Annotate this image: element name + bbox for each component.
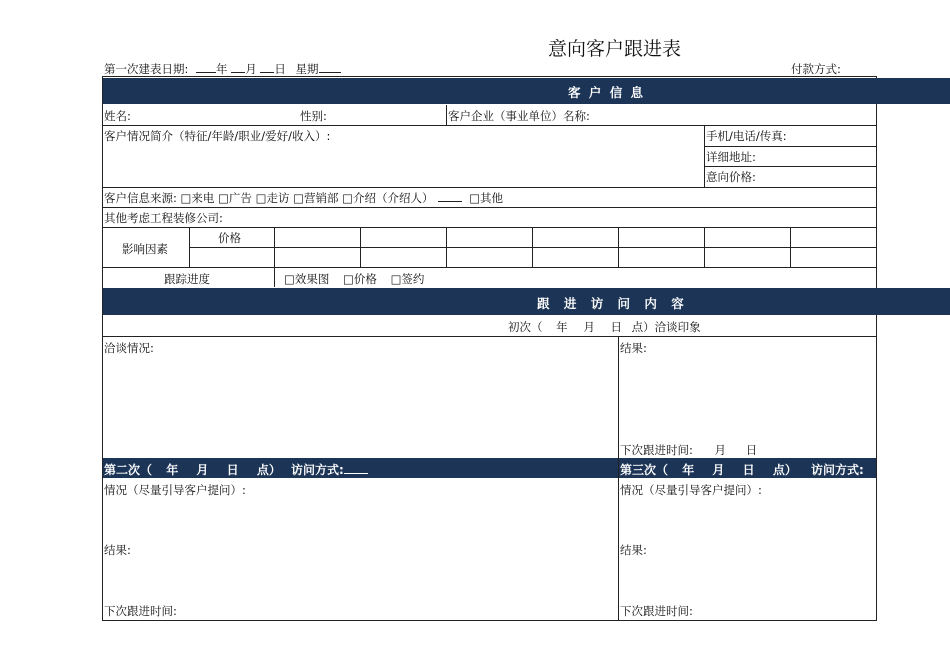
customer-info-title: 客 户 信 息 — [568, 85, 646, 100]
day-blank[interactable] — [260, 61, 274, 73]
progress-label: 跟踪进度 — [164, 272, 210, 286]
first-date-row — [104, 61, 341, 77]
source-ad-option[interactable]: □广告 — [218, 191, 252, 205]
month-label: 月 — [245, 62, 257, 76]
weekday-label: 星期 — [295, 62, 319, 76]
source-sales-option[interactable]: □营销部 — [293, 191, 339, 205]
first-visit-year: 年 — [556, 320, 568, 334]
second-result-label: 结果: — [104, 543, 131, 557]
third-situation-label: 情况（尽量引导客户提问）: — [620, 483, 762, 497]
name-label: 姓名: — [104, 109, 131, 123]
other-company-label: 其他考虑工程装修公司: — [104, 211, 223, 225]
year-blank[interactable] — [196, 61, 216, 73]
talk-label: 洽谈情况: — [104, 341, 154, 355]
first-next-day: 日 — [745, 443, 758, 457]
phone-label: 手机/电话/传真: — [706, 129, 787, 143]
progress-options — [284, 271, 424, 287]
gender-label: 性别: — [300, 109, 327, 123]
year-label: 年 — [216, 62, 228, 76]
first-visit-day: 日 — [610, 320, 622, 334]
follow-up-header — [103, 288, 950, 315]
source-other-option[interactable]: □其他 — [469, 191, 504, 205]
third-result-label: 结果: — [620, 543, 647, 557]
second-method-blank[interactable] — [344, 463, 368, 474]
source-visit-option[interactable]: □走访 — [255, 191, 290, 205]
profile-label: 客户情况简介（特征/年龄/职业/爱好/收入）: — [104, 129, 331, 143]
source-referral-option[interactable]: □介绍（介绍人） — [342, 191, 434, 205]
progress-render-option[interactable]: □效果图 — [284, 272, 330, 286]
first-next-month: 月 — [714, 443, 727, 457]
third-visit-header — [619, 458, 876, 478]
source-row — [104, 190, 503, 206]
third-visit-title: 第三次（ 年 月 日 点） 访问方式: — [620, 463, 864, 477]
month-blank[interactable] — [231, 61, 245, 73]
progress-price-option[interactable]: □价格 — [343, 272, 377, 286]
date-label: 第一次建表日期: — [104, 62, 189, 76]
follow-up-title: 跟 进 访 问 内 容 — [537, 296, 689, 311]
first-visit-month: 月 — [583, 320, 595, 334]
influence-price-label: 价格 — [218, 231, 241, 245]
first-result-label: 结果: — [620, 341, 647, 355]
third-next-label: 下次跟进时间: — [620, 604, 693, 618]
page-title: 意向客户跟进表 — [548, 38, 682, 60]
first-visit-line — [508, 319, 701, 335]
payment-label: 付款方式: — [791, 62, 841, 76]
first-next-label: 下次跟进时间: — [620, 443, 693, 457]
source-label: 客户信息来源: — [104, 191, 177, 205]
referrer-blank[interactable] — [438, 190, 462, 202]
address-label: 详细地址: — [706, 150, 756, 164]
company-label: 客户企业（事业单位）名称: — [448, 109, 590, 123]
price-label: 意向价格: — [706, 170, 756, 184]
weekday-blank[interactable] — [319, 61, 341, 73]
second-visit-title: 第二次（ 年 月 日 点） 访问方式: — [104, 461, 368, 478]
customer-info-header — [103, 78, 950, 104]
second-visit-header — [103, 458, 618, 478]
first-visit-suffix: 点）洽谈印象 — [631, 320, 701, 334]
first-visit-prefix: 初次（ — [508, 320, 543, 334]
first-next-row — [620, 442, 757, 458]
second-next-label: 下次跟进时间: — [104, 604, 177, 618]
influence-label: 影响因素 — [122, 242, 168, 256]
source-phone-option[interactable]: □来电 — [180, 191, 215, 205]
second-situation-label: 情况（尽量引导客户提问）: — [104, 483, 246, 497]
day-label: 日 — [274, 62, 286, 76]
progress-sign-option[interactable]: □签约 — [390, 272, 425, 286]
